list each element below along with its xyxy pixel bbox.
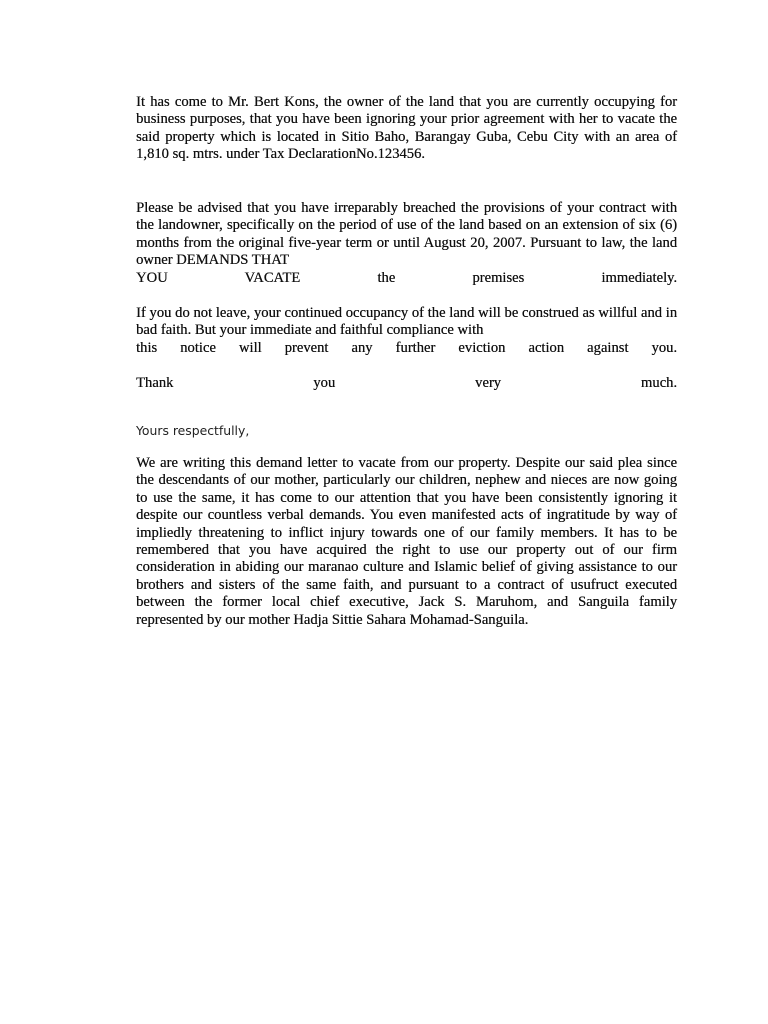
- paragraph-warning: [136, 305, 677, 357]
- paragraph-breach-last-line: YOU VACATE the premises immediately.: [136, 269, 677, 286]
- paragraph-breach: [136, 200, 677, 287]
- paragraph-demand: We are writing this demand letter to vacate from our property. Despite our said plea since the descendants of our mother, particularly our children, nephew and nieces are now going to use the same, it has come to our attention that you have been consistently ignoring it despite our countless verbal demands. You even manifested acts of ingratitude by way of impliedly threatening to inflict injury towards one of our family members. It has to be remembered that you have acquired the right to use our property out of our firm consideration in abiding our maranao culture and Islamic belief of giving assistance to our brothers and sisters of the same faith, and pursuant to a contract of usufruct executed between the former local chief executive, Jack S. Maruhom, and Sanguila family represented by our mother Hadja Sittie Sahara Mohamad-Sanguila.: [136, 455, 677, 628]
- paragraph-breach-text: Please be advised that you have irreparably breached the provisions of your contract with the landowner, specifically on the period of use of the land based on an extension of six (6) months from the original five-year term or until August 20, 2007. Pursuant to law, the land owner DEMANDS THAT: [136, 200, 677, 269]
- closing-salutation: Yours respectfully,: [136, 423, 250, 438]
- paragraph-warning-last-line: this notice will prevent any further eviction action against you.: [136, 339, 677, 356]
- thanks-line: Thank you very much.: [136, 375, 677, 391]
- paragraph-warning-text: If you do not leave, your continued occupancy of the land will be construed as willful and in bad faith. But your immediate and faithful compliance with: [136, 305, 677, 339]
- paragraph-notice: It has come to Mr. Bert Kons, the owner of the land that you are currently occupying for business purposes, that you have been ignoring your prior agreement with her to vacate the said property which is located in Sitio Baho, Barangay Guba, Cebu City with an area of 1,810 sq. mtrs. under Tax DeclarationNo.123456.: [136, 94, 677, 163]
